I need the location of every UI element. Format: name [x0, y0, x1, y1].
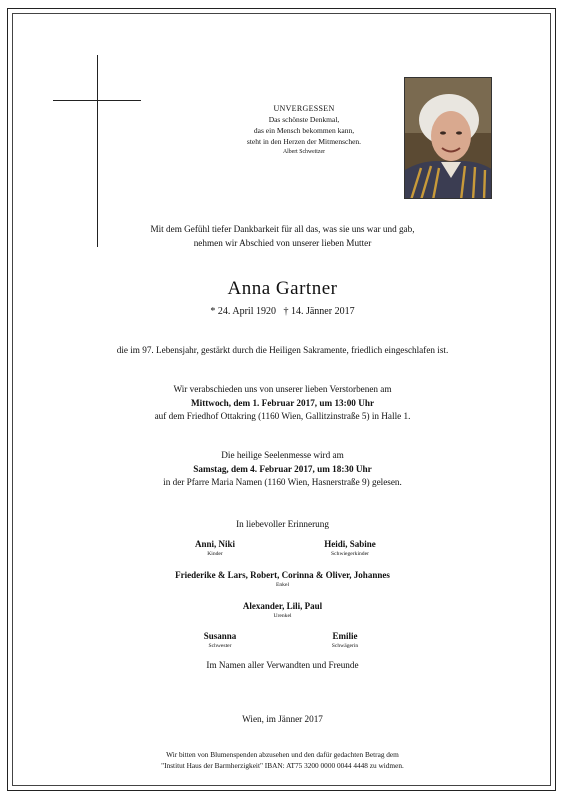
- quote-title: UNVERGESSEN: [273, 104, 335, 113]
- family-group-schwiegerkinder: [300, 538, 400, 559]
- intro-line: nehmen wir Abschied von unserer lieben Mutter: [193, 237, 372, 248]
- quote-line: das ein Mensch bekommen kann,: [253, 126, 355, 135]
- quote-line: Das schönste Denkmal,: [268, 115, 340, 124]
- family-group-enkel: [0, 569, 565, 590]
- funeral-location: auf dem Friedhof Ottakring (1160 Wien, Gallitzinstraße 5) in Halle 1.: [154, 411, 411, 421]
- family-names: Anni, Niki: [194, 539, 236, 549]
- family-names: Emilie: [332, 631, 358, 641]
- quote-block: [230, 103, 378, 157]
- family-group-kinder: [170, 538, 260, 559]
- family-relation: Schwester: [208, 643, 232, 649]
- footer-note: [0, 749, 565, 771]
- cross-icon-vertical: [97, 55, 98, 247]
- funeral-date: Mittwoch, dem 1. Februar 2017, um 13:00 Uhr: [190, 397, 375, 408]
- death-note: die im 97. Lebensjahr, gestärkt durch die Heiligen Sakramente, friedlich eingeschlafen ist.: [116, 345, 449, 355]
- family-names: Alexander, Lili, Paul: [242, 601, 323, 611]
- remembrance-heading: In liebevoller Erinnerung: [236, 519, 329, 529]
- footer-line: Wir bitten von Blumenspenden abzusehen und den dafür gedachten Betrag dem: [166, 750, 399, 759]
- family-names: Friederike & Lars, Robert, Corinna & Oliver, Johannes: [175, 570, 390, 580]
- portrait-photo: [404, 77, 492, 199]
- family-group-schwester: [180, 630, 260, 651]
- family-relation: Enkel: [275, 582, 290, 588]
- cross-icon-horizontal: [53, 100, 141, 101]
- family-group-schwaegerin: [305, 630, 385, 651]
- funeral-intro: Wir verabschieden uns von unserer lieben Verstorbenen am: [173, 384, 392, 394]
- intro-line: Mit dem Gefühl tiefer Dankbarkeit für all das, was sie uns war und gab,: [150, 224, 415, 234]
- life-dates: * 24. April 1920 † 14. Jänner 2017: [210, 306, 355, 317]
- place-date: Wien, im Jänner 2017: [242, 714, 323, 724]
- family-relation: Schwägerin: [331, 643, 359, 649]
- portrait-image: [405, 78, 492, 199]
- funeral-block: [0, 383, 565, 424]
- mass-block: [0, 449, 565, 490]
- family-relation: Urenkel: [273, 613, 292, 619]
- deceased-name: Anna Gartner: [227, 278, 338, 299]
- quote-line: steht in den Herzen der Mitmenschen.: [246, 137, 362, 146]
- family-names: Susanna: [203, 631, 237, 641]
- mass-intro: Die heilige Seelenmesse wird am: [221, 450, 344, 460]
- family-relation: Schwiegerkinder: [331, 551, 369, 557]
- mass-date: Samstag, dem 4. Februar 2017, um 18:30 Uhr: [193, 463, 372, 474]
- quote-author: Albert Schweitzer: [282, 149, 325, 155]
- mass-location: in der Pfarre Maria Namen (1160 Wien, Hasnerstraße 9) gelesen.: [163, 477, 402, 487]
- family-relation: Kinder: [207, 551, 223, 557]
- footer-line: "Institut Haus der Barmherzigkeit" IBAN: AT75 3200 0000 0044 4448 zu widmen.: [161, 761, 404, 770]
- intro-text: [0, 223, 565, 250]
- family-names: Heidi, Sabine: [324, 539, 376, 549]
- relatives-line: Im Namen aller Verwandten und Freunde: [206, 660, 359, 670]
- family-group-urenkel: [0, 600, 565, 621]
